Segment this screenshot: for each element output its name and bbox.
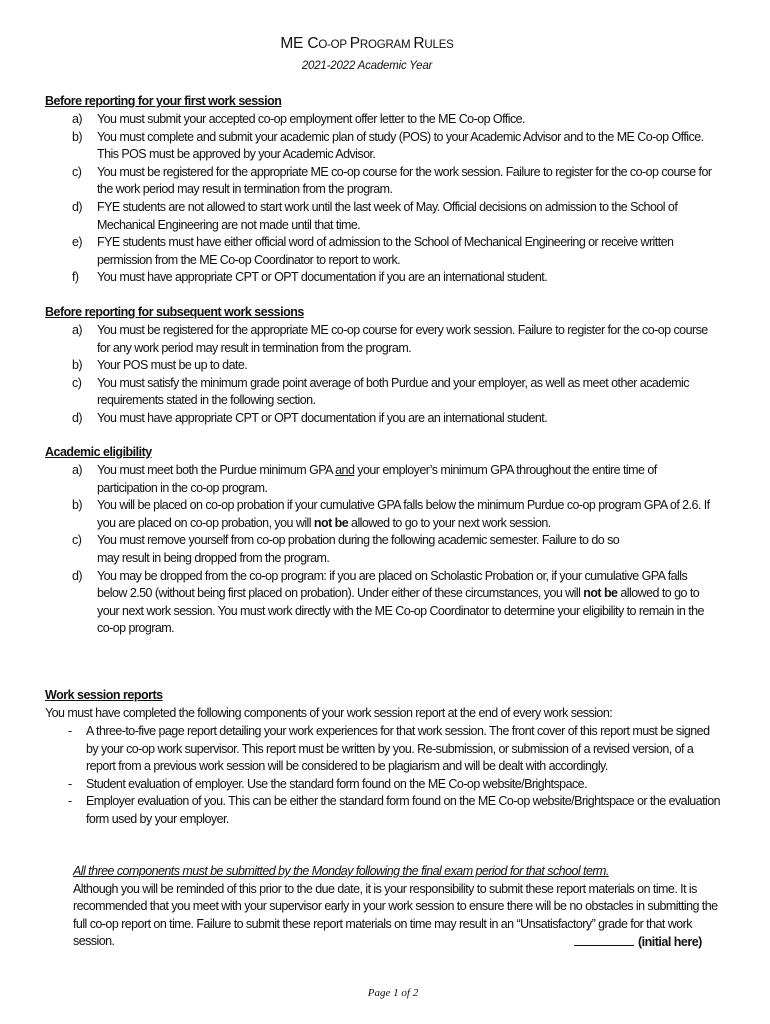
initial-here-label: (initial here): [638, 935, 702, 949]
list-item: d) You must have appropriate CPT or OPT documentation if you are an international student.: [72, 410, 548, 425]
subsequent-sessions-list: [0, 322, 770, 428]
academic-eligibility-list: [0, 462, 770, 638]
list-item: b) You will be placed on co-op probation if your cumulative GPA falls below the minimum Purdue co-op program GPA of 2.6. If you are placed on co-op probation, you will not be allowed to go to your next work session.: [72, 498, 710, 530]
submission-deadline-note: All three components must be submitted by the Monday following the final exam period for that school term.: [73, 864, 609, 878]
submission-note-body: Although you will be reminded of this prior to the due date, it is your responsibility to submit these report materials on time. It is recommended that you meet with your supervisor early in your work session to ensure there will be no obstacles in submitting the full co-op report on time. Failure to submit these report materials on time may result in an “Unsatisfactory” grade for that work session.: [73, 881, 718, 949]
reports-intro: You must have completed the following components of your work session report at the end of every work session:: [45, 706, 613, 720]
list-item: a) You must meet both the Purdue minimum GPA and your employer’s minimum GPA throughout the entire time of participation in the co-op program.: [72, 463, 657, 495]
list-item: f) You must have appropriate CPT or OPT documentation if you are an international student.: [72, 270, 548, 285]
list-item: a) You must submit your accepted co-op employment offer letter to the ME Co-op Office.: [72, 112, 525, 126]
initial-blank-line[interactable]: [574, 934, 634, 946]
section-heading-work-session-reports: Work session reports: [45, 688, 163, 702]
list-item: b) You must complete and submit your academic plan of study (POS) to your Academic Advisor and to the ME Co-op Office. This POS must be approved by your Academic Advisor.: [72, 129, 704, 162]
section-heading-subsequent-sessions: Before reporting for subsequent work sessions: [45, 305, 304, 319]
initial-here-field[interactable]: [574, 934, 702, 949]
list-item: c) You must remove yourself from co-op probation during the following academic semester. Failure to do so may result in being dropped from the program.: [72, 533, 620, 565]
section-heading-first-session: Before reporting for your first work session: [45, 94, 282, 108]
list-item: b) Your POS must be up to date.: [72, 358, 248, 373]
list-item: - A three-to-five page report detailing your work experiences for that work session. The front cover of this report must be signed by your co-op work supervisor. This report must be written by you. Re-submission, or submission of a revised version, of a report from a previous work session will be considered to be plagiarism and will be dealt with accordingly.: [68, 724, 710, 774]
list-item: d) You may be dropped from the co-op program: if you are placed on Scholastic Probation or, if your cumulative GPA falls below 2.50 (without being first placed on probation). Under either of these circumstances, you will not be allowed to go to your next work session. You must work directly with the ME Co-op Coordinator to determine your eligibility to remain in the co-op program.: [72, 568, 704, 636]
list-item: a) You must be registered for the appropriate ME co-op course for every work session. Failure to register for the co-op course for any work period may result in termination from the program.: [72, 323, 708, 355]
reports-components-list: [0, 723, 770, 829]
document-title: ME CO-OP PROGRAM RULES: [280, 35, 454, 52]
list-item: c) You must be registered for the appropriate ME co-op course for the work session. Failure to register for the co-op course for the work period may result in termination from the program.: [72, 164, 712, 197]
first-session-list: [0, 111, 770, 287]
section-heading-academic-eligibility: Academic eligibility: [45, 445, 152, 459]
list-item: d) FYE students are not allowed to start work until the last week of May. Official decisions on admission to the School of Mechanical Engineering are not made until that time.: [72, 199, 678, 232]
list-item: - Student evaluation of employer. Use the standard form found on the ME Co-op website/Brightspace.: [68, 776, 587, 791]
list-item: c) You must satisfy the minimum grade point average of both Purdue and your employer, as well as meet other academic requirements stated in the following section.: [72, 375, 689, 408]
list-item: - Employer evaluation of you. This can be either the standard form found on the ME Co-op website/Brightspace or the evaluation form used by your employer.: [68, 794, 721, 826]
page-number: Page 1 of 2: [367, 987, 419, 999]
document-subtitle: 2021-2022 Academic Year: [301, 60, 433, 72]
list-item: e) FYE students must have either official word of admission to the School of Mechanical Engineering or receive written permission from the ME Co-op Coordinator to report to work.: [72, 235, 674, 267]
